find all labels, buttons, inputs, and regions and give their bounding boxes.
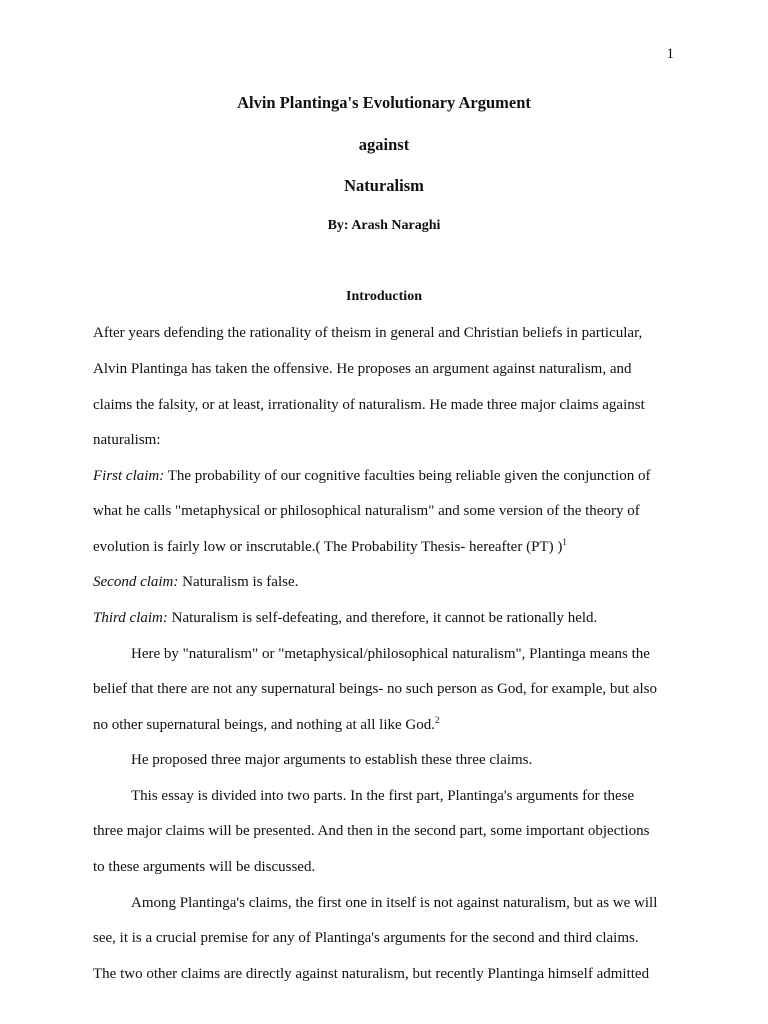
text-line: belief that there are not any supernatural beings- no such person as God, for example, but also [93, 681, 657, 697]
text-line: naturalism: [93, 432, 161, 448]
claim-2-label: Second claim: [93, 574, 179, 590]
claim-2-line [93, 573, 298, 591]
text-line: Here by "naturalism" or "metaphysical/philosophical naturalism", Plantinga means the [131, 646, 650, 662]
text-line: claims the falsity, or at least, irrationality of naturalism. He made three major claims against [93, 397, 645, 413]
claim-1-text: The probability of our cognitive faculties being reliable given the conjunction of [164, 468, 651, 484]
title-line-2: against [358, 135, 410, 154]
text-line: no other supernatural beings, and nothing at all like God. [93, 717, 436, 733]
claim-1-last-line [93, 538, 567, 556]
text-line: He proposed three major arguments to establish these three claims. [131, 752, 533, 768]
footnote-marker[interactable]: 1 [562, 537, 567, 547]
text-line: to these arguments will be discussed. [93, 859, 316, 875]
claim-3-text: Naturalism is self-defeating, and therefore, it cannot be rationally held. [167, 610, 598, 626]
title-line-3: Naturalism [344, 176, 424, 195]
title-line-1: Alvin Plantinga's Evolutionary Argument [237, 93, 531, 112]
footnote-marker[interactable]: 2 [435, 715, 440, 725]
claim-1-label: First claim: [93, 468, 165, 484]
text-line: see, it is a crucial premise for any of Plantinga's arguments for the second and third claims. [93, 930, 639, 946]
byline: By: Arash Naraghi [327, 218, 441, 233]
text-line: three major claims will be presented. And then in the second part, some important objections [93, 823, 650, 839]
naturalism-definition-end [93, 716, 440, 734]
claim-3-label: Third claim: [93, 610, 168, 626]
text-line: Among Plantinga's claims, the first one in itself is not against naturalism, but as we will [131, 895, 658, 911]
claim-1-line [93, 467, 651, 485]
text-line: The two other claims are directly against naturalism, but recently Plantinga himself admitted [93, 966, 650, 982]
claim-2-text: Naturalism is false. [178, 574, 299, 590]
section-heading: Introduction [346, 289, 422, 304]
text-line: Alvin Plantinga has taken the offensive. He proposes an argument against naturalism, and [93, 361, 632, 377]
page-number: 1 [666, 46, 674, 62]
text-line: After years defending the rationality of theism in general and Christian beliefs in particular, [93, 325, 643, 341]
text-line: This essay is divided into two parts. In the first part, Plantinga's arguments for these [131, 788, 635, 804]
claim-1-text-end: evolution is fairly low or inscrutable.( The Probability Thesis- hereafter (PT) ) [93, 539, 563, 555]
text-line: what he calls "metaphysical or philosophical naturalism" and some version of the theory of [93, 503, 640, 519]
claim-3-line [93, 609, 597, 627]
